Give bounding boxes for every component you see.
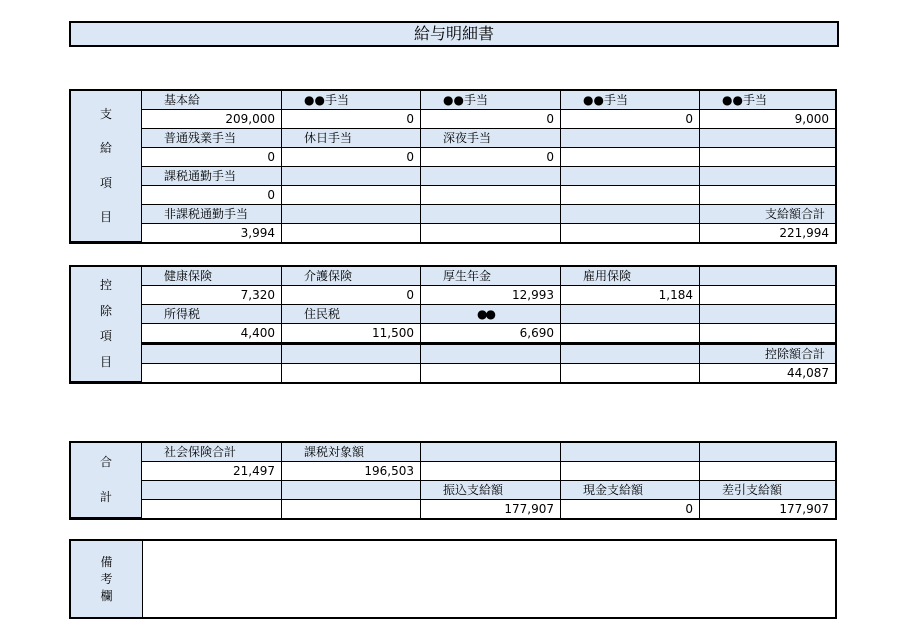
- item-value: [700, 324, 835, 343]
- payment-side-char: 項: [99, 175, 112, 190]
- item-value: [561, 186, 700, 205]
- remarks-side-char: 欄: [100, 588, 113, 603]
- item-value: 21,497: [142, 462, 282, 481]
- item-value: [561, 224, 700, 242]
- item-value: [421, 224, 561, 242]
- item-label: [561, 305, 700, 324]
- deduction-side-char: 控: [99, 278, 112, 293]
- item-value: 3,994: [142, 224, 282, 242]
- item-value: [421, 186, 561, 205]
- deduction-total-value: 44,087: [700, 364, 835, 382]
- item-value: 0: [282, 148, 421, 167]
- remarks-side-char: 考: [100, 571, 113, 586]
- payment-side-char: 支: [99, 106, 112, 121]
- item-value: 0: [561, 110, 700, 129]
- item-label: [700, 443, 835, 462]
- item-value: 0: [421, 148, 561, 167]
- item-label: 住民税: [282, 305, 421, 324]
- item-value: 9,000: [700, 110, 835, 129]
- payment-side-label: [71, 91, 142, 242]
- item-label: 休日手当: [282, 129, 421, 148]
- item-value: 6,690: [421, 324, 561, 343]
- item-label: [142, 345, 282, 364]
- item-value: 1,184: [561, 286, 700, 305]
- item-label: [700, 267, 835, 286]
- item-value: 0: [282, 286, 421, 305]
- item-label: 深夜手当: [421, 129, 561, 148]
- item-label: [700, 129, 835, 148]
- item-value: 0: [282, 110, 421, 129]
- item-value: 12,993: [421, 286, 561, 305]
- item-value: 0: [142, 148, 282, 167]
- item-value: [282, 364, 421, 382]
- item-label: [700, 305, 835, 324]
- item-label: [282, 167, 421, 186]
- item-label: [561, 129, 700, 148]
- cash-pay-value: 0: [561, 500, 700, 518]
- item-label: [142, 481, 282, 500]
- item-value: 209,000: [142, 110, 282, 129]
- item-label: [421, 443, 561, 462]
- item-label: [561, 167, 700, 186]
- item-label: 振込支給額: [421, 481, 561, 500]
- payment-total-value: 221,994: [700, 224, 835, 242]
- item-label: ●●手当: [700, 91, 835, 110]
- item-label: 課税通勤手当: [142, 167, 282, 186]
- net-pay-label: 差引支給額: [700, 481, 835, 500]
- item-label: ●●: [421, 305, 561, 324]
- deduction-total-label: 控除額合計: [700, 345, 835, 364]
- total-section: [69, 441, 837, 520]
- item-value: [700, 186, 835, 205]
- payment-total-label: 支給額合計: [700, 205, 835, 224]
- item-label: 介護保険: [282, 267, 421, 286]
- payment-side-char: 給: [99, 141, 112, 156]
- remarks-side-char: 備: [100, 554, 113, 569]
- item-value: [142, 364, 282, 382]
- net-pay-value: 177,907: [700, 500, 835, 518]
- item-value: 7,320: [142, 286, 282, 305]
- deduction-side-char: 目: [99, 354, 112, 369]
- item-label: [421, 345, 561, 364]
- item-label: 課税対象額: [282, 443, 421, 462]
- item-label: [282, 345, 421, 364]
- item-label: 雇用保険: [561, 267, 700, 286]
- item-value: 11,500: [282, 324, 421, 343]
- item-label: 普通残業手当: [142, 129, 282, 148]
- item-label: [421, 205, 561, 224]
- item-label: ●●手当: [282, 91, 421, 110]
- item-label: 所得税: [142, 305, 282, 324]
- payment-section: [69, 89, 837, 244]
- item-value: [142, 500, 282, 518]
- item-value: [561, 462, 700, 481]
- item-value: [282, 500, 421, 518]
- item-value: 0: [421, 110, 561, 129]
- item-value: [700, 462, 835, 481]
- item-value: 0: [142, 186, 282, 205]
- item-value: [421, 364, 561, 382]
- remarks-side-label: [71, 541, 143, 617]
- total-side-char: 合: [99, 455, 112, 469]
- item-value: [700, 286, 835, 305]
- item-value: [421, 462, 561, 481]
- item-value: 4,400: [142, 324, 282, 343]
- deduction-section: [69, 265, 837, 384]
- item-label: 厚生年金: [421, 267, 561, 286]
- item-value: [561, 148, 700, 167]
- page-title: 給与明細書: [69, 21, 839, 47]
- item-label: [282, 205, 421, 224]
- total-side-label: [71, 443, 142, 518]
- item-label: ●●手当: [561, 91, 700, 110]
- item-value: [561, 364, 700, 382]
- deduction-side-char: 除: [99, 303, 112, 318]
- item-value: 196,503: [282, 462, 421, 481]
- deduction-side-label: [71, 267, 142, 382]
- total-side-char: 計: [99, 490, 112, 504]
- item-label: [421, 167, 561, 186]
- transfer-pay-value: 177,907: [421, 500, 561, 518]
- item-label: 健康保険: [142, 267, 282, 286]
- item-label: 基本給: [142, 91, 282, 110]
- payment-side-char: 目: [99, 210, 112, 225]
- item-label: 社会保険合計: [142, 443, 282, 462]
- item-label: 現金支給額: [561, 481, 700, 500]
- item-label: 非課税通勤手当: [142, 205, 282, 224]
- item-label: [561, 443, 700, 462]
- item-value: [282, 186, 421, 205]
- item-value: [561, 324, 700, 343]
- item-value: [700, 148, 835, 167]
- item-value: [282, 224, 421, 242]
- item-label: [700, 167, 835, 186]
- item-label: ●●手当: [421, 91, 561, 110]
- item-label: [282, 481, 421, 500]
- deduction-side-char: 項: [99, 329, 112, 344]
- item-label: [561, 205, 700, 224]
- remarks-section: [69, 539, 837, 619]
- item-label: [561, 345, 700, 364]
- remarks-body: [143, 541, 835, 617]
